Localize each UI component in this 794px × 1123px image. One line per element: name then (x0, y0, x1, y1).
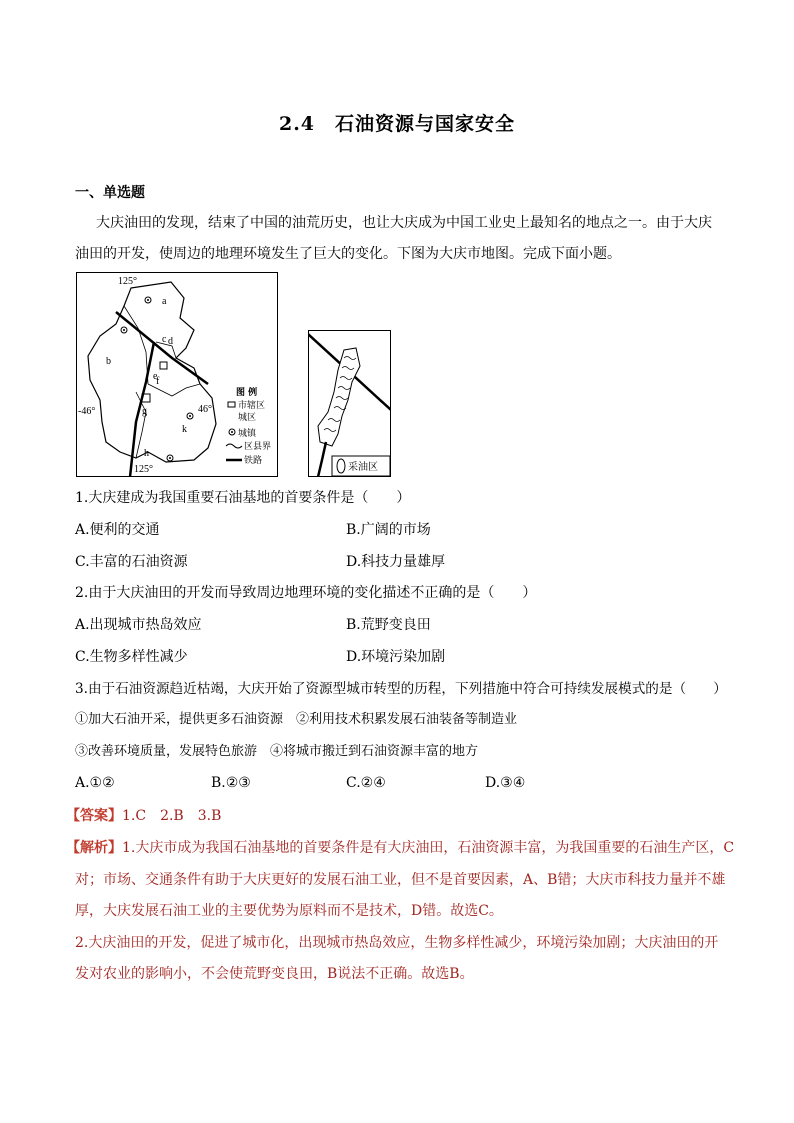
question-1-stem: 1.大庆建成为我国重要石油基地的首要条件是（ ） (75, 490, 411, 506)
answer-text: 1.C 2.B 3.B (122, 808, 222, 824)
question-3-stem: 3.由于石油资源趋近枯竭，大庆开始了资源型城市转型的历程，下列措施中符合可持续发展模式的是（ ） (75, 681, 727, 697)
oilfield-inset-map (308, 330, 391, 477)
map-label-d: d (168, 336, 173, 347)
legend-item-boundary: 区县界 (244, 442, 272, 452)
analysis-text-1: 1.大庆市成为我国石油基地的首要条件是有大庆油田，石油资源丰富，为我国重要的石油生产区，C (122, 840, 735, 856)
q2-option-c: C.生物多样性减少 (75, 649, 188, 665)
q1-option-d: D.科技力量雄厚 (346, 554, 446, 570)
q3-option-c: C.②④ (346, 775, 386, 791)
map-label-b: b (106, 356, 111, 367)
lat-label-left: -46° (78, 406, 96, 417)
q1-option-a: A.便利的交通 (75, 522, 160, 538)
map-label-g: g (142, 406, 147, 417)
lon-label-bottom: 125° (134, 464, 153, 475)
answer-label: 【答案】 (66, 808, 122, 824)
analysis-line-5: 发对农业的影响小，不会使荒野变良田，B说法不正确。故选B。 (75, 966, 474, 982)
inset-legend-label: 采油区 (348, 462, 378, 473)
q2-option-a: A.出现城市热岛效应 (75, 617, 202, 633)
intro-line-2: 油田的开发，使周边的地理环境发生了巨大的变化。下图为大庆市地图。完成下面小题。 (75, 246, 621, 262)
answer-block (66, 806, 221, 826)
q2-option-b: B.荒野变良田 (346, 617, 431, 633)
question-2-stem: 2.由于大庆油田的开发而导致周边地理环境的变化描述不正确的是（ ） (75, 585, 537, 601)
map-label-e: e (153, 371, 158, 382)
daqing-map (76, 272, 278, 477)
map-label-k: k (182, 424, 187, 435)
analysis-label: 【解析】 (66, 840, 122, 856)
q3-option-a: A.①② (75, 775, 115, 791)
legend-item-town: 城镇 (238, 429, 257, 439)
q1-option-b: B.广阔的市场 (346, 522, 431, 538)
map-label-f: f (156, 376, 160, 387)
legend-item-railway: 铁路 (244, 456, 263, 466)
map-label-c: c (162, 334, 167, 345)
analysis-line-4: 2.大庆油田的开发，促进了城市化，出现城市热岛效应，生物多样性减少，环境污染加剧；大庆油田的开 (75, 935, 719, 951)
q1-option-c: C.丰富的石油资源 (75, 554, 188, 570)
analysis-line-2: 对；市场、交通条件有助于大庆更好的发展石油工业，但不是首要因素，A、B错；大庆市科技力量并不雄 (75, 872, 726, 888)
legend-item-urban: 城区 (238, 413, 257, 423)
section-heading: 一、单选题 (75, 185, 145, 201)
lon-label-top: 125° (118, 276, 137, 287)
map-label-a: a (162, 296, 167, 307)
map-label-h: h (144, 448, 149, 459)
page-title: 2.4 石油资源与国家安全 (278, 113, 516, 135)
analysis-line-1 (66, 838, 734, 858)
q3-option-d: D.③④ (485, 775, 526, 791)
lat-label-right: 46° (198, 404, 212, 415)
intro-line-1: 大庆油田的发现，结束了中国的油荒历史，也让大庆成为中国工业史上最知名的地点之一。由于大庆 (96, 215, 712, 231)
q3-statement-line-2: ③改善环境质量，发展特色旅游 ④将城市搬迁到石油资源丰富的地方 (75, 744, 479, 759)
legend-title: 图 例 (236, 388, 258, 398)
q3-option-b: B.②③ (211, 775, 251, 791)
analysis-line-3: 厚，大庆发展石油工业的主要优势为原料而不是技术，D错。故选C。 (75, 903, 503, 919)
legend-item-district: 市辖区 (238, 401, 266, 411)
q3-statement-line-1: ①加大石油开采，提供更多石油资源 ②利用技术积累发展石油装备等制造业 (75, 712, 518, 727)
q2-option-d: D.环境污染加剧 (346, 649, 446, 665)
